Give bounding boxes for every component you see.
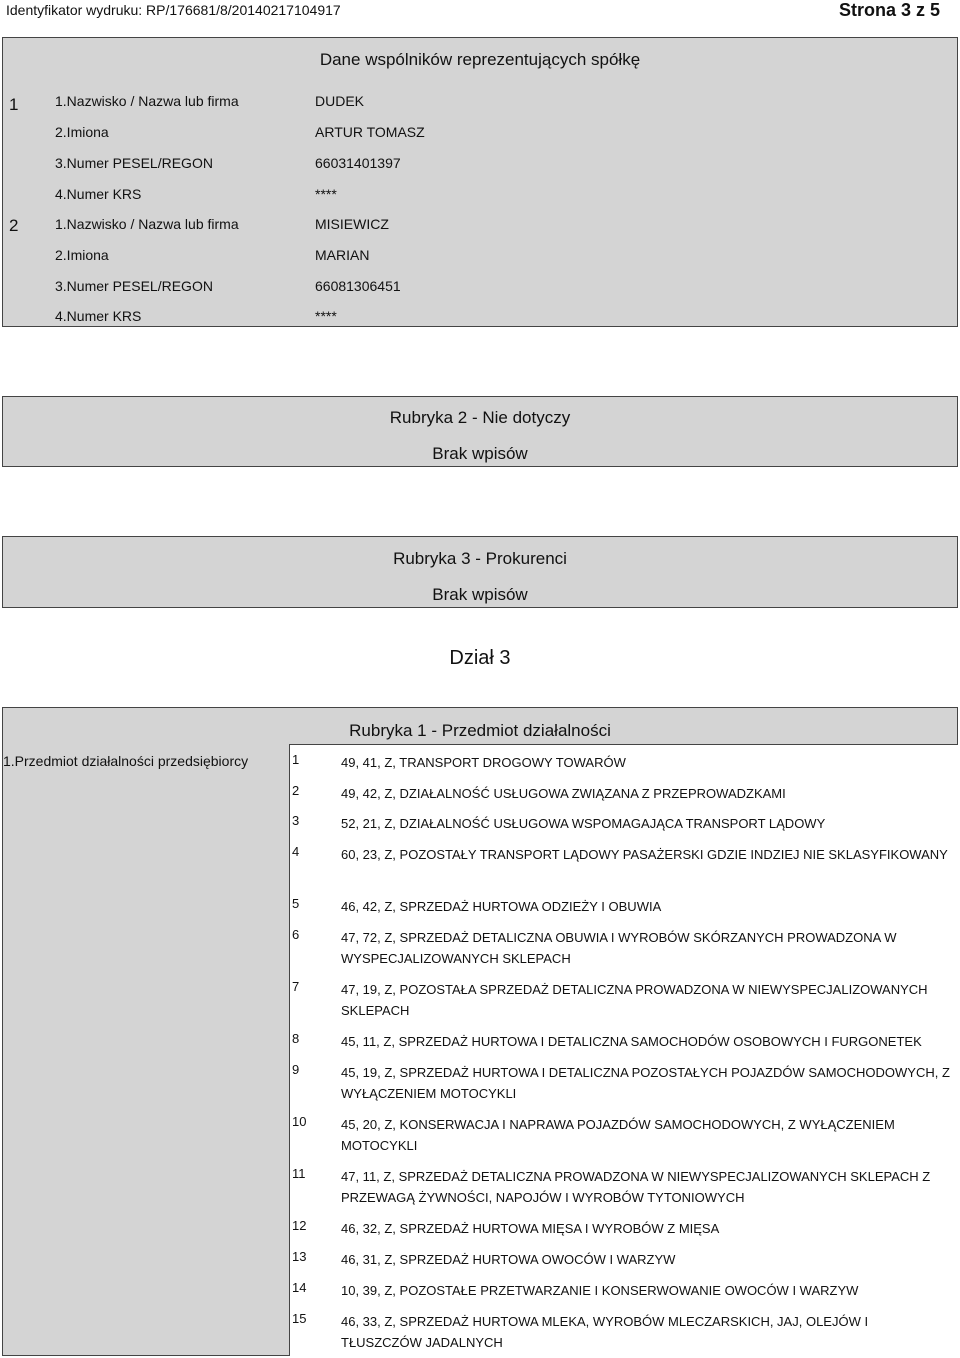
activity-title-bar xyxy=(2,707,958,745)
activity-title: Rubryka 1 - Przedmiot działalności xyxy=(349,721,611,740)
activity-item-number: 13 xyxy=(292,1249,307,1264)
partner-field-label: 4.Numer KRS xyxy=(55,308,142,324)
activity-item-text: 10, 39, Z, POZOSTAŁE PRZETWARZANIE I KONSERWOWANIE OWOCÓW I WARZYW xyxy=(341,1283,859,1298)
activity-item-text: 47, 19, Z, POZOSTAŁA SPRZEDAŻ DETALICZNA PROWADZONA W NIEWYSPECJALIZOWANYCH SKLEPACH xyxy=(341,982,928,1018)
activity-item-text: 49, 42, Z, DZIAŁALNOŚĆ USŁUGOWA ZWIĄZANA Z PRZEPROWADZKAMI xyxy=(341,786,786,801)
activity-item xyxy=(290,979,958,1023)
activity-label-cell xyxy=(2,744,290,1356)
partner-field-value: ARTUR TOMASZ xyxy=(315,124,425,140)
partner-field-label: 4.Numer KRS xyxy=(55,186,142,202)
rubryka-2-note: Brak wpisów xyxy=(432,444,528,463)
activity-item-number: 3 xyxy=(292,813,300,828)
activity-item xyxy=(290,1280,958,1303)
activity-item xyxy=(290,927,958,971)
activity-item-number: 10 xyxy=(292,1114,307,1129)
rubryka-3-section xyxy=(2,536,958,608)
activity-item-text: 45, 11, Z, SPRZEDAŻ HURTOWA I DETALICZNA SAMOCHODÓW OSOBOWYCH I FURGONETEK xyxy=(341,1034,922,1049)
activity-item-number: 6 xyxy=(292,927,300,942)
partner-field-label: 2.Imiona xyxy=(55,247,109,263)
rubryka-3-title: Rubryka 3 - Prokurenci xyxy=(393,549,567,568)
activity-item-text: 52, 21, Z, DZIAŁALNOŚĆ USŁUGOWA WSPOMAGAJĄCA TRANSPORT LĄDOWY xyxy=(341,816,826,831)
activity-item-text: 46, 42, Z, SPRZEDAŻ HURTOWA ODZIEŻY I OBUWIA xyxy=(341,899,662,914)
activity-item xyxy=(290,1062,958,1106)
rubryka-2-title: Rubryka 2 - Nie dotyczy xyxy=(389,408,571,427)
activity-item-number: 5 xyxy=(292,896,300,911)
activity-item-text: 45, 20, Z, KONSERWACJA I NAPRAWA POJAZDÓW SAMOCHODOWYCH, Z WYŁĄCZENIEM MOTOCYKLI xyxy=(341,1117,895,1153)
activity-item-number: 15 xyxy=(292,1311,307,1326)
activity-item-number: 7 xyxy=(292,979,300,994)
activity-item-text: 60, 23, Z, POZOSTAŁY TRANSPORT LĄDOWY PASAŻERSKI GDZIE INDZIEJ NIE SKLASYFIKOWANY xyxy=(341,847,948,862)
partner-field-label: 3.Numer PESEL/REGON xyxy=(55,278,213,294)
activity-item xyxy=(290,813,958,836)
partner-field-label: 1.Nazwisko / Nazwa lub firma xyxy=(55,216,239,232)
activity-item xyxy=(290,1218,958,1241)
activity-item-text: 45, 19, Z, SPRZEDAŻ HURTOWA I DETALICZNA POZOSTAŁYCH POJAZDÓW SAMOCHODOWYCH, Z WYŁĄCZENIEM MOTOCYKLI xyxy=(341,1065,950,1101)
partner-field-label: 3.Numer PESEL/REGON xyxy=(55,155,213,171)
activity-item xyxy=(290,783,958,806)
partner-field-value: MARIAN xyxy=(315,247,370,263)
activity-item xyxy=(290,1031,958,1054)
rubryka-2-section xyxy=(2,396,958,467)
activity-item-text: 46, 33, Z, SPRZEDAŻ HURTOWA MLEKA, WYROBÓW MLECZARSKICH, JAJ, OLEJÓW I TŁUSZCZÓW JADALNYCH xyxy=(341,1314,869,1350)
partners-section xyxy=(2,37,958,327)
section-heading: Dział 3 xyxy=(449,647,511,669)
activity-item xyxy=(290,1114,958,1158)
partner-field-value: MISIEWICZ xyxy=(315,216,389,232)
partner-number: 2 xyxy=(9,216,19,235)
partner-field-value: **** xyxy=(315,186,337,202)
partners-title: Dane wspólników reprezentujących spółkę xyxy=(319,50,641,69)
activity-item xyxy=(290,1166,958,1210)
activity-item-text: 47, 72, Z, SPRZEDAŻ DETALICZNA OBUWIA I WYROBÓW SKÓRZANYCH PROWADZONA W WYSPECJALIZOWANYCH SKLEPACH xyxy=(341,930,897,966)
activity-item-text: 46, 32, Z, SPRZEDAŻ HURTOWA MIĘSA I WYROBÓW Z MIĘSA xyxy=(341,1221,720,1236)
print-identifier: Identyfikator wydruku: RP/176681/8/20140217104917 xyxy=(6,2,341,18)
activity-label: 1.Przedmiot działalności przedsiębiorcy xyxy=(3,753,249,769)
activity-item-number: 12 xyxy=(292,1218,307,1233)
activity-item-number: 11 xyxy=(292,1166,306,1181)
partner-number: 1 xyxy=(9,95,19,114)
partner-field-value: 66031401397 xyxy=(315,155,401,171)
activity-item-number: 9 xyxy=(292,1062,300,1077)
activity-item xyxy=(290,1249,958,1272)
activity-item-number: 4 xyxy=(292,844,300,859)
rubryka-3-note: Brak wpisów xyxy=(432,585,528,604)
page-number: Strona 3 z 5 xyxy=(838,0,940,20)
activity-item xyxy=(290,752,958,775)
activity-item-number: 1 xyxy=(292,752,300,767)
activity-item-number: 8 xyxy=(292,1031,300,1046)
activity-item xyxy=(290,1311,958,1355)
partner-field-label: 1.Nazwisko / Nazwa lub firma xyxy=(55,93,239,109)
partner-field-value: 66081306451 xyxy=(315,278,401,294)
activity-item xyxy=(290,844,958,888)
activity-item-number: 14 xyxy=(292,1280,307,1295)
partner-field-value: DUDEK xyxy=(315,93,365,109)
activity-item-text: 46, 31, Z, SPRZEDAŻ HURTOWA OWOCÓW I WARZYW xyxy=(341,1252,676,1267)
activity-item-text: 49, 41, Z, TRANSPORT DROGOWY TOWARÓW xyxy=(341,755,626,770)
activity-item-text: 47, 11, Z, SPRZEDAŻ DETALICZNA PROWADZONA W NIEWYSPECJALIZOWANYCH SKLEPACH Z PRZEWAGĄ ŻYWNOŚCI, NAPOJÓW I WYROBÓW TYTONIOWYCH xyxy=(341,1169,931,1205)
activity-item-number: 2 xyxy=(292,783,300,798)
partner-field-label: 2.Imiona xyxy=(55,124,109,140)
activity-item xyxy=(290,896,958,919)
partner-field-value: **** xyxy=(315,308,337,324)
